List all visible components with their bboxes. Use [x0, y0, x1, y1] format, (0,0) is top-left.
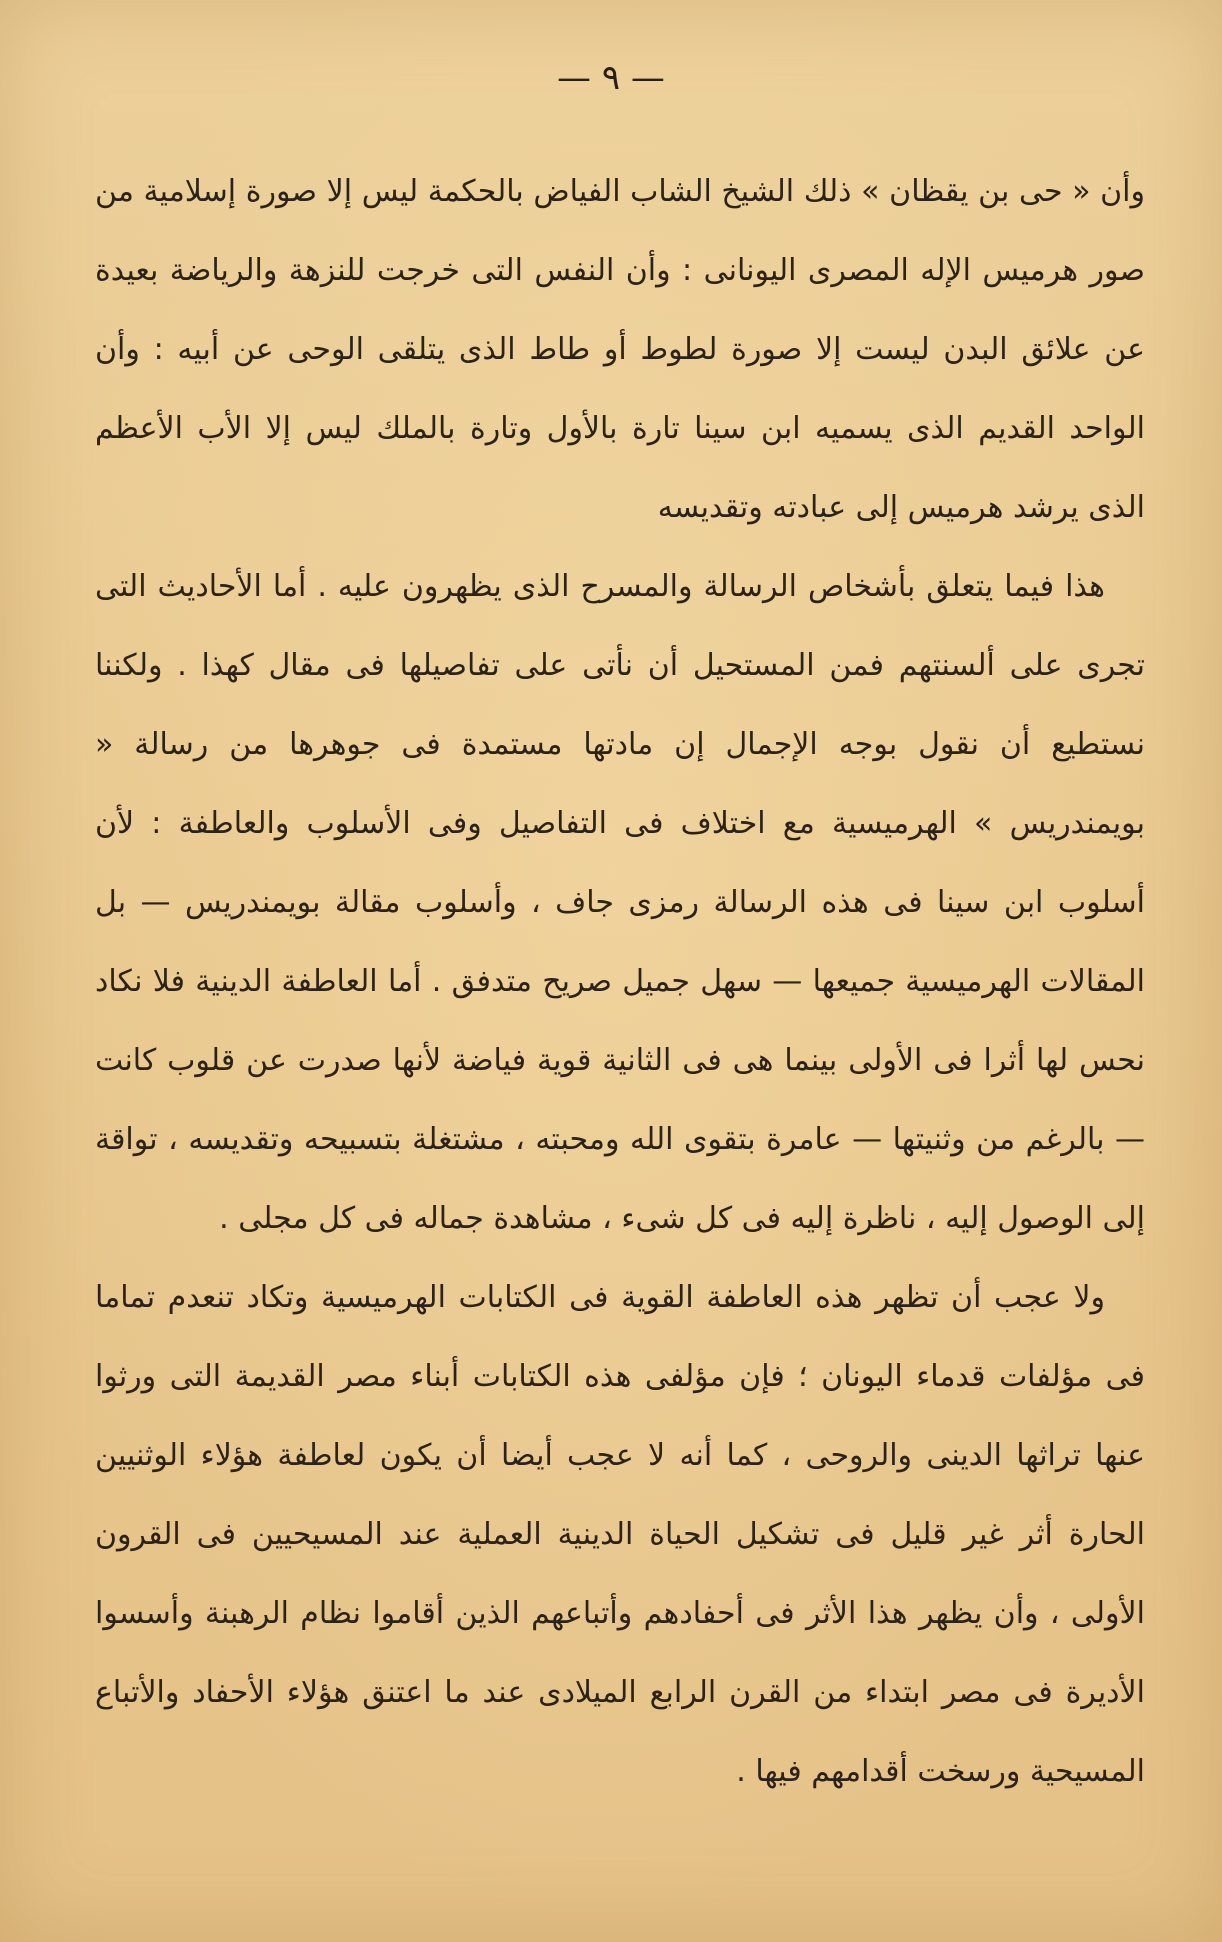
paragraph-1: وأن « حى بن يقظان » ذلك الشيخ الشاب الفياض بالحكمة ليس إلا صورة إسلامية من صور هرميس الإله المصرى اليونانى : وأن النفس التى خرجت للنزهة والرياضة بعيدة عن علائق البدن ليست إلا صورة لطوط أو طاط الذى يتلقى الوحى عن أبيه : وأن الواحد القديم الذى يسميه ابن سينا تارة بالأول وتارة بالملك ليس إلا الأب الأعظم الذى يرشد هرميس إلى عبادته وتقديسه [95, 174, 1145, 525]
page-number: — ٩ — [557, 58, 665, 98]
paragraph-3: ولا عجب أن تظهر هذه العاطفة القوية فى الكتابات الهرميسية وتكاد تنعدم تماما فى مؤلفات قدماء اليونان ؛ فإن مؤلفى هذه الكتابات أبناء مصر القديمة التى ورثوا عنها تراثها الدينى والروحى ، كما أنه لا عجب أيضا أن يكون لعاطفة هؤلاء الوثنيين الحارة أثر غير قليل فى تشكيل الحياة الدينية العملية عند المسيحيين فى القرون الأولى ، وأن يظهر هذا الأثر فى أحفادهم وأتباعهم الذين أقاموا نظام الرهبنة وأسسوا الأديرة فى مصر ابتداء من القرن الرابع الميلادى عند ما اعتنق هؤلاء الأحفاد والأتباع المسيحية ورسخت أقدامهم فيها . [95, 1280, 1145, 1789]
paragraph-2: هذا فيما يتعلق بأشخاص الرسالة والمسرح الذى يظهرون عليه . أما الأحاديث التى تجرى على ألسنتهم فمن المستحيل أن نأتى على تفاصيلها فى مقال كهذا . ولكننا نستطيع أن نقول بوجه الإجمال إن مادتها مستمدة فى جوهرها من رسالة « بويمندريس » الهرميسية مع اختلاف فى التفاصيل وفى الأسلوب والعاطفة : لأن أسلوب ابن سينا فى هذه الرسالة رمزى جاف ، وأسلوب مقالة بويمندريس — بل المقالات الهرميسية جميعها — سهل جميل صريح متدفق . أما العاطفة الدينية فلا نكاد نحس لها أثرا فى الأولى بينما هى فى الثانية قوية فياضة لأنها صدرت عن قلوب كانت — بالرغم من وثنيتها — عامرة بتقوى الله ومحبته ، مشتغلة بتسبيحه وتقديسه ، تواقة إلى الوصول إليه ، ناظرة إليه فى كل شىء ، مشاهدة جماله فى كل مجلى . [95, 569, 1145, 1236]
body-text [95, 152, 1145, 1811]
